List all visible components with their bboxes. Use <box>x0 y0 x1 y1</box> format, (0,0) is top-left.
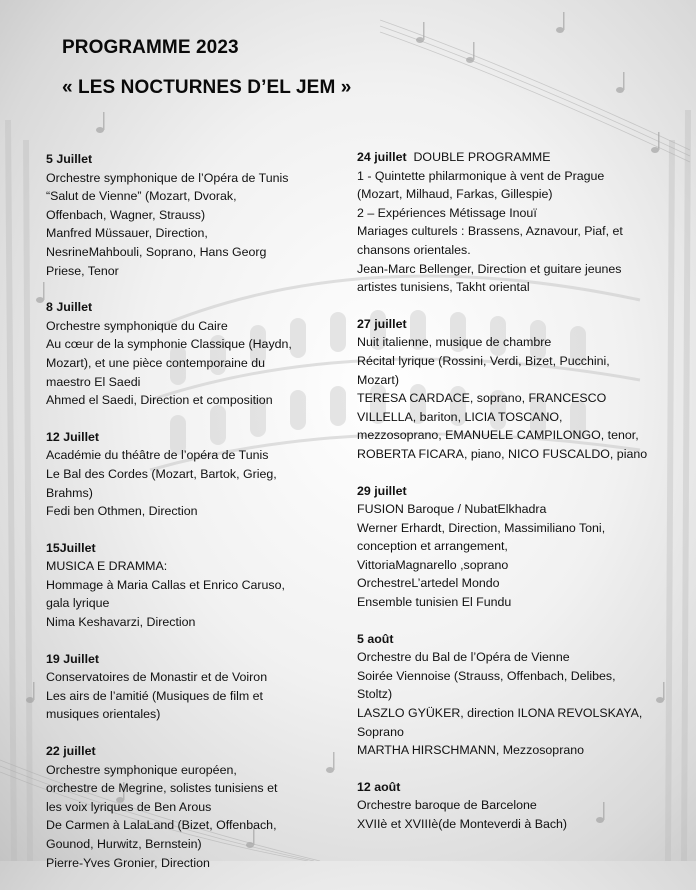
concert-date <box>46 298 328 317</box>
concert-detail-line: Werner Erhardt, Direction, Massimiliano Toni, <box>357 520 606 535</box>
concert-detail-line: Mariages culturels : Brassens, Aznavour, Piaf, et <box>357 224 623 239</box>
concert-detail-line: Fedi ben Othmen, Direction <box>46 504 198 519</box>
concert-detail-line: LASZLO GYÜKER, direction ILONA REVOLSKAYA, <box>357 706 643 721</box>
concert-detail-line: XVIIè et XVIIIè(de Monteverdi à Bach) <box>357 817 568 831</box>
concert-detail-line: Offenbach, Wagner, Strauss) <box>46 207 206 222</box>
concert-detail-line: gala lyrique <box>46 596 110 611</box>
concert-date-label: 24 juillet <box>357 150 407 164</box>
concert-date <box>357 148 653 167</box>
concert-detail-line: FUSION Baroque / NubatElkhadra <box>357 502 547 517</box>
concert-entry <box>46 150 328 280</box>
concert-detail-line: Les airs de l’amitié (Musiques de film et <box>46 688 263 703</box>
concert-detail-line: les voix lyriques de Ben Arous <box>46 799 212 814</box>
left-column <box>46 150 328 890</box>
concert-date-label: 5 août <box>357 631 394 646</box>
festival-name: « LES NOCTURNES D’EL JEM » <box>62 77 352 98</box>
concert-detail-line: Priese, Tenor <box>46 263 119 278</box>
concert-detail-line: Gounod, Hurwitz, Bernstein) <box>46 837 202 851</box>
concert-detail-line: Ahmed el Saedi, Direction et composition <box>46 393 273 408</box>
concert-date-label: 27 juillet <box>357 316 407 331</box>
concert-date-label: 8 Juillet <box>46 300 93 315</box>
concert-date-label: 5 Juillet <box>46 152 93 166</box>
concert-detail-line: Soirée Viennoise (Strauss, Offenbach, Delibes, <box>357 668 616 683</box>
concert-detail-line: Orchestre symphonique du Caire <box>46 318 228 333</box>
concert-date <box>46 650 328 669</box>
concert-detail-line: Orchestre baroque de Barcelone <box>357 798 537 813</box>
concert-detail-line: NesrineMahbouli, Soprano, Hans Georg <box>46 244 267 259</box>
concert-detail-line: Mozart) <box>357 372 399 387</box>
concert-detail-line: 1 - Quintette philarmonique à vent de Prague <box>357 168 605 183</box>
concert-detail-line: TERESA CARDACE, soprano, FRANCESCO <box>357 391 607 406</box>
concert-detail-line: “Salut de Vienne” (Mozart, Dvorak, <box>46 189 237 204</box>
concert-detail-line: Pierre-Yves Gronier, Direction <box>46 855 210 870</box>
concert-detail-line: VILLELLA, bariton, LICIA TOSCANO, <box>357 409 563 424</box>
concert-detail-line: Brahms) <box>46 485 93 500</box>
concert-detail-line: mezzosoprano, EMANUELE CAMPILONGO, tenor, <box>357 428 639 443</box>
concert-detail-line: Manfred Müssauer, Direction, <box>46 226 208 241</box>
right-column <box>357 148 653 852</box>
concert-date-label: 15Juillet <box>46 540 96 555</box>
concert-entry <box>46 298 328 410</box>
concert-detail-line: musiques orientales) <box>46 707 161 722</box>
concert-detail-line: Académie du théâtre de l’opéra de Tunis <box>46 448 269 463</box>
concert-date-label: 19 Juillet <box>46 651 100 666</box>
concert-detail-line: VittoriaMagnarello ,soprano <box>357 557 509 572</box>
concert-detail-line: MARTHA HIRSCHMANN, Mezzosoprano <box>357 743 584 758</box>
concert-entry <box>46 650 328 724</box>
concert-detail-line: Jean-Marc Bellenger, Direction et guitare jeunes <box>357 261 622 276</box>
concert-detail-line: De Carmen à LalaLand (Bizet, Offenbach, <box>46 818 277 833</box>
concert-date <box>46 742 328 761</box>
concert-detail-line: Ensemble tunisien El Fundu <box>357 595 512 610</box>
concert-detail-line: conception et arrangement, <box>357 539 508 554</box>
concert-detail-line: Hommage à Maria Callas et Enrico Caruso, <box>46 577 285 592</box>
concert-detail-line: (Mozart, Milhaud, Farkas, Gillespie) <box>357 187 553 202</box>
concert-detail-line: chansons orientales. <box>357 242 471 257</box>
concert-detail-line: orchestre de Megrine, solistes tunisiens et <box>46 781 278 796</box>
concert-entry <box>46 428 328 521</box>
concert-entry <box>46 742 328 872</box>
concert-detail-line: ROBERTA FICARA, piano, NICO FUSCALDO, piano <box>357 446 648 461</box>
concert-detail-line: Nima Keshavarzi, Direction <box>46 615 196 630</box>
concert-date-label: 22 juillet <box>46 744 96 759</box>
concert-entry <box>357 482 653 612</box>
concert-detail-line: Le Bal des Cordes (Mozart, Bartok, Grieg, <box>46 466 277 481</box>
concert-detail-line: maestro El Saedi <box>46 374 141 389</box>
concert-entry <box>357 315 653 464</box>
concert-detail-line: 2 – Expériences Métissage Inouï <box>357 205 537 220</box>
concert-entry <box>357 778 653 834</box>
concert-detail-line: Orchestre symphonique de l’Opéra de Tunis <box>46 170 289 185</box>
concert-date <box>357 630 653 649</box>
concert-detail-line: artistes tunisiens, Takht oriental <box>357 280 530 295</box>
concert-entry <box>357 630 653 760</box>
programme-title: PROGRAMME 2023 <box>62 37 239 58</box>
concert-date <box>46 428 328 447</box>
concert-date-label: 29 juillet <box>357 483 407 498</box>
programme-header <box>62 28 351 108</box>
concert-detail-line: Stoltz) <box>357 687 393 702</box>
concert-date <box>46 539 328 558</box>
concert-detail-line: MUSICA E DRAMMA: <box>46 559 168 574</box>
concert-date-note: DOUBLE PROGRAMME <box>413 150 551 164</box>
concert-detail-line: OrchestreL’artedel Mondo <box>357 576 500 591</box>
concert-date <box>357 482 653 501</box>
concert-date <box>357 778 653 797</box>
concert-detail-line: Récital lyrique (Rossini, Verdi, Bizet, Pucchini, <box>357 353 610 368</box>
concert-detail-line: Orchestre symphonique européen, <box>46 762 237 777</box>
concert-entry <box>46 539 328 632</box>
concert-detail-line: Mozart), et une pièce contemporaine du <box>46 355 266 370</box>
concert-detail-line: Orchestre du Bal de l’Opéra de Vienne <box>357 650 570 665</box>
concert-detail-line: Conservatoires de Monastir et de Voiron <box>46 670 268 685</box>
concert-date-label: 12 août <box>357 779 401 794</box>
concert-date-label: 12 Juillet <box>46 429 100 444</box>
concert-entry <box>357 148 653 297</box>
concert-detail-line: Nuit italienne, musique de chambre <box>357 335 552 350</box>
concert-detail-line: Soprano <box>357 724 404 739</box>
concert-detail-line: Au cœur de la symphonie Classique (Haydn, <box>46 337 292 352</box>
concert-date <box>46 150 328 169</box>
concert-date <box>357 315 653 334</box>
